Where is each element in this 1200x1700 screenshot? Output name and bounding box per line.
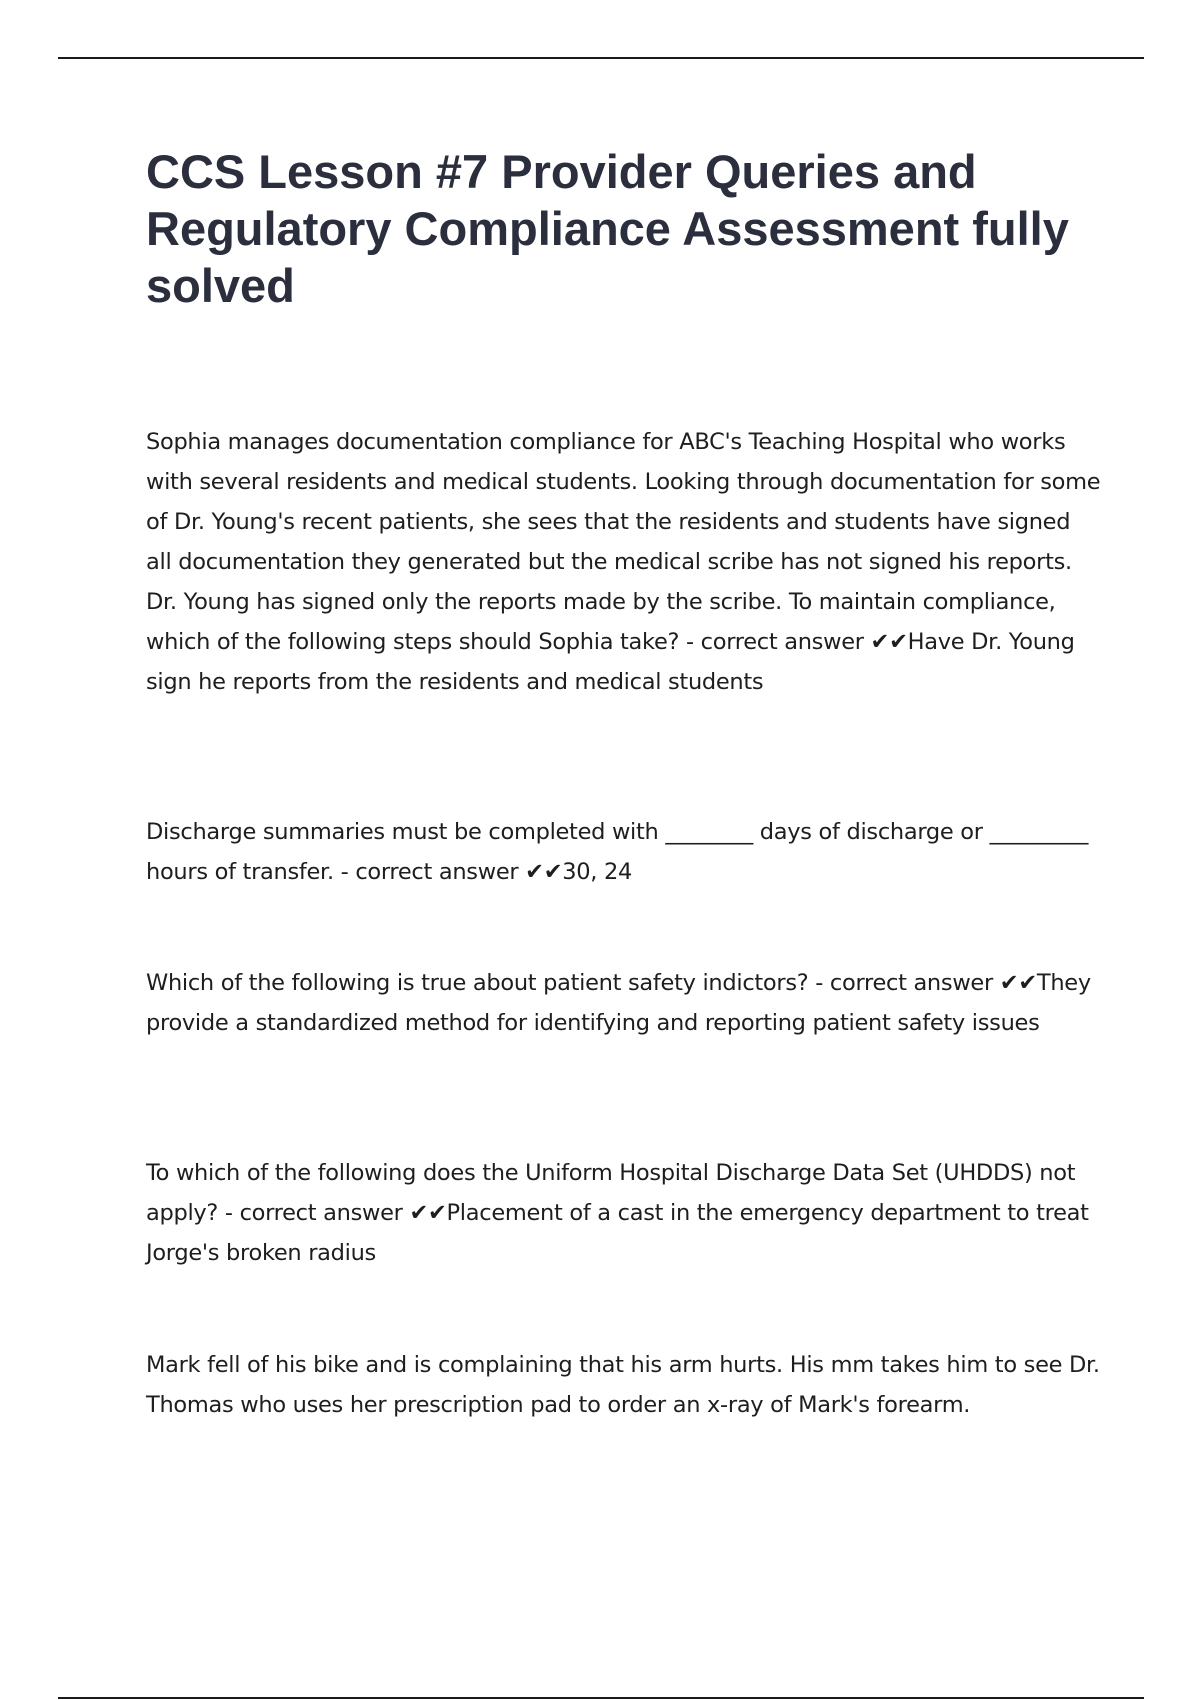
qa-item-4: To which of the following does the Uniform Hospital Discharge Data Set (UHDDS) not apply? - correct answer ✔✔Placement of a cast in the emergency department to treat Jorge's broken radius [146,1160,1089,1266]
qa-item-3: Which of the following is true about patient safety indictors? - correct answer ✔✔They provide a standardized method for identifying and reporting patient safety issues [146,970,1091,1036]
qa-item-5: Mark fell of his bike and is complaining that his arm hurts. His mm takes him to see Dr. Thomas who uses her prescription pad to order an x-ray of Mark's forearm. [146,1352,1100,1418]
bottom-divider [58,1697,1144,1699]
document-title: CCS Lesson #7 Provider Queries and Regulatory Compliance Assessment fully solved [146,145,1069,312]
qa-item-1: Sophia manages documentation compliance for ABC's Teaching Hospital who works with several residents and medical students. Looking through documentation for some of Dr. Young's recent patients, she sees that the residents and students have signed all documentation they generated but the medical scribe has not signed his reports. Dr. Young has signed only the reports made by the scribe. To maintain compliance, which of the following steps should Sophia take? - correct answer ✔✔Have Dr. Young sign he reports from the residents and medical students [146,429,1101,695]
top-divider [58,57,1144,59]
qa-item-2: Discharge summaries must be completed with ________ days of discharge or _________ hours of transfer. - correct answer ✔✔30, 24 [146,819,1089,885]
